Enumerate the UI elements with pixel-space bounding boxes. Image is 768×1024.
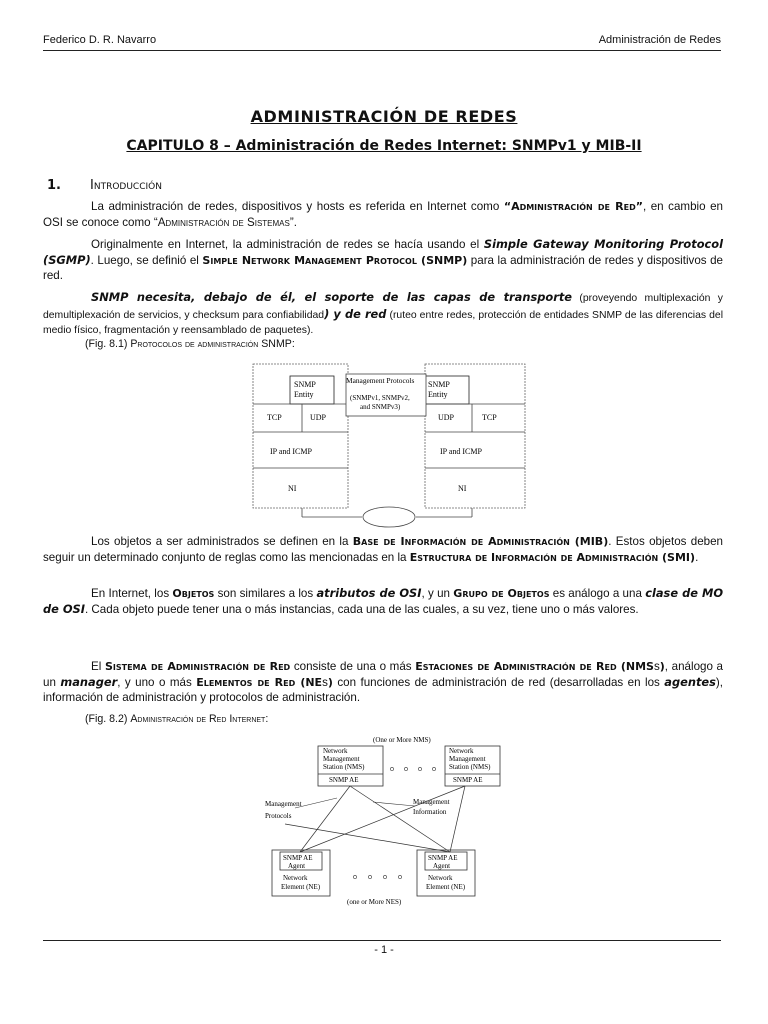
paragraph-origins: Originalmente en Internet, la administración de redes se hacía usando el Simple Gateway Monitoring Protocol (SGMP). Luego, se definió el Simple Network Management Protocol (SNMP) para la administración de redes y dispositivos de red. xyxy=(43,237,724,282)
right-udp-label: UDP xyxy=(438,413,455,422)
ne-ellipsis-dot xyxy=(383,875,386,878)
left-entity-label: Entity xyxy=(294,390,314,399)
right-tcp-label: TCP xyxy=(482,413,497,422)
nms-ellipsis-dot xyxy=(418,767,421,770)
management-protocols-label: Management Protocols xyxy=(346,376,415,385)
left-ip-label: IP and ICMP xyxy=(270,447,312,456)
figure-snmp-protocols xyxy=(250,360,530,534)
footer-rule xyxy=(43,940,721,941)
ne-right-agent: Agent xyxy=(433,862,451,870)
figure-1-caption: (Fig. 8.1) Protocolos de administración SNMP: xyxy=(85,338,295,350)
header-rule xyxy=(43,50,721,51)
paragraph-intro: La administración de redes, dispositivos y hosts es referida en Internet como “Administración de Red”, en cambio en OSI se conoce como “Administración de Sistemas”. xyxy=(43,200,723,229)
ne-ellipsis-dot xyxy=(398,875,401,878)
ne-right-line1: Network xyxy=(428,874,453,882)
right-ip-label: IP and ICMP xyxy=(440,447,482,456)
ne-left-line2: Element (NE) xyxy=(281,883,321,891)
nms-left-ae: SNMP AE xyxy=(329,776,359,784)
nms-right-line3: Station (NMS) xyxy=(449,763,491,771)
paragraph-nms: El Sistema de Administración de Red consiste de una o más Estaciones de Administración de Red (NMSs), análogo a un manager, y uno o más Elementos de Red (NEs) con funciones de administración de red (desarrolladas en los agentes), información de administración y protocolos de administración. xyxy=(43,660,724,704)
ne-right-ae: SNMP AE xyxy=(428,854,458,862)
ne-right-line2: Element (NE) xyxy=(426,883,466,891)
ne-left-agent: Agent xyxy=(288,862,306,870)
right-ni-label: NI xyxy=(458,484,467,493)
mgmt-protocols-line1: Management xyxy=(265,800,302,808)
header-course: Administración de Redes xyxy=(598,34,721,46)
nms-right-line2: Management xyxy=(449,755,486,763)
figure-2-caption: (Fig. 8.2) Administración de Red Internet: xyxy=(85,713,269,725)
nms-left-line3: Station (NMS) xyxy=(323,763,365,771)
left-udp-label: UDP xyxy=(310,413,327,422)
nms-ellipsis-dot xyxy=(404,767,407,770)
one-or-more-nms-label: (One or More NMS) xyxy=(373,736,431,744)
header-author: Federico D. R. Navarro xyxy=(43,34,157,46)
mgmt-info-line1: Management xyxy=(413,798,450,806)
paragraph-objects: En Internet, los Objetos son similares a los atributos de OSI, y un Grupo de Objetos es análogo a una clase de MO de OSI. Cada objeto puede tener una o más instancias, cada una de las cuales, a su vez, tiene uno o más valores. xyxy=(43,586,724,616)
page-number: - 1 - xyxy=(374,944,394,956)
ne-left-ae: SNMP AE xyxy=(283,854,313,862)
nms-left-line1: Network xyxy=(323,747,348,755)
ne-ellipsis-dot xyxy=(368,875,371,878)
left-tcp-label: TCP xyxy=(267,413,282,422)
snmp-versions-line2: and SNMPv3) xyxy=(360,403,401,411)
chapter-subtitle: CAPITULO 8 – Administración de Redes Internet: SNMPv1 y MIB-II xyxy=(126,138,642,154)
figure-internet-management xyxy=(255,734,505,913)
page-title: ADMINISTRACIÓN DE REDES xyxy=(250,107,518,126)
ne-ellipsis-dot xyxy=(353,875,356,878)
ne-left-line1: Network xyxy=(283,874,308,882)
left-ni-label: NI xyxy=(288,484,297,493)
section-number: 1. xyxy=(47,178,61,193)
paragraph-mib: Los objetos a ser administrados se definen en la Base de Información de Administración (MIB). Estos objetos deben seguir un determinado conjunto de reglas como las mencionadas en la Estructura de Información de Administración (SMI). xyxy=(43,535,723,564)
mgmt-protocols-line2: Protocols xyxy=(265,812,292,820)
nms-right-ae: SNMP AE xyxy=(453,776,483,784)
snmp-versions-line1: (SNMPv1, SNMPv2, xyxy=(350,394,410,402)
left-snmp-label: SNMP xyxy=(294,380,316,389)
one-or-more-nes-label: (one or More NES) xyxy=(347,898,402,906)
mgmt-info-line2: Information xyxy=(413,808,447,816)
nms-right-line1: Network xyxy=(449,747,474,755)
nms-left-line2: Management xyxy=(323,755,360,763)
nms-ellipsis-dot xyxy=(432,767,435,770)
network-cloud xyxy=(363,507,415,527)
nms-ellipsis-dot xyxy=(390,767,393,770)
right-snmp-label: SNMP xyxy=(428,380,450,389)
section-heading xyxy=(47,178,162,193)
section-title: Introducción xyxy=(90,178,162,193)
right-entity-label: Entity xyxy=(428,390,448,399)
paragraph-transport: SNMP necesita, debajo de él, el soporte de las capas de transporte (proveyendo multiplexación y demultiplexación de servicios, y checksum para confiabilidad) y de red (ruteo entre redes, protección de entidades SNMP de las diferencias del medio físico, fragmentación y reensamblado de paquetes). xyxy=(43,290,723,336)
